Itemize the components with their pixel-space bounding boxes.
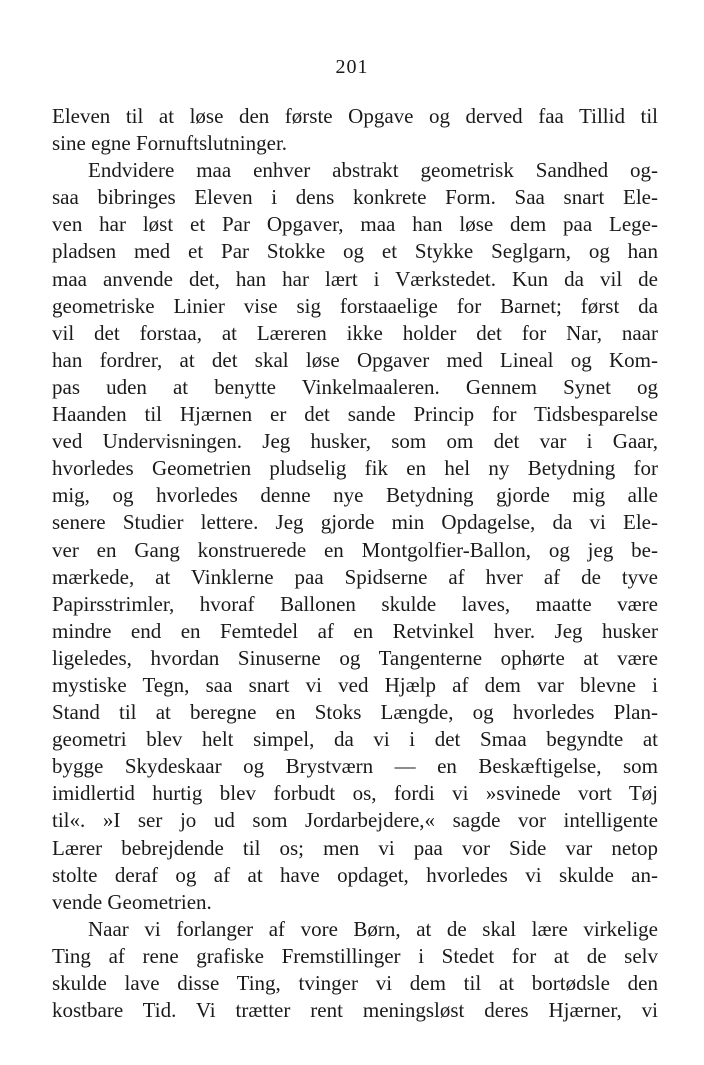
text-line: saa bibringes Eleven i dens konkrete Form. Saa snart Ele-	[52, 185, 658, 210]
text-line: pladsen med et Par Stokke og et Stykke Seglgarn, og han	[52, 239, 658, 264]
text-line: til«. »I ser jo ud som Jordarbejdere,« sagde vor intelligente	[52, 808, 658, 833]
text-line: stolte deraf og af at have opdaget, hvorledes vi skulde an-	[52, 862, 658, 887]
text-line: senere Studier lettere. Jeg gjorde min Opdagelse, da vi Ele-	[52, 510, 658, 535]
text-line: maa anvende det, han har lært i Værkstedet. Kun da vil de	[52, 266, 658, 291]
text-line: imidlertid hurtig blev forbudt os, fordi vi »svinede vort Tøj	[52, 781, 658, 806]
page-number: 201	[335, 56, 369, 78]
text-line: ligeledes, hvordan Sinuserne og Tangenterne ophørte at være	[52, 645, 658, 670]
text-line: Stand til at beregne en Stoks Længde, og hvorledes Plan-	[52, 700, 658, 725]
text-line: geometri blev helt simpel, da vi i det Smaa begyndte at	[52, 727, 658, 752]
text-line: ver en Gang konstruerede en Montgolfier-Ballon, og jeg be-	[52, 537, 658, 562]
text-line: Papirsstrimler, hvoraf Ballonen skulde laves, maatte være	[52, 591, 658, 616]
text-line: ved Undervisningen. Jeg husker, som om det var i Gaar,	[52, 429, 658, 454]
text-line: mindre end en Femtedel af en Retvinkel hver. Jeg husker	[52, 618, 658, 643]
text-line: mig, og hvorledes denne nye Betydning gjorde mig alle	[52, 483, 658, 508]
body-text	[52, 103, 658, 1024]
text-line: vil det forstaa, at Læreren ikke holder det for Nar, naar	[52, 320, 658, 345]
text-line: vende Geometrien.	[52, 889, 212, 914]
text-line: bygge Skydeskaar og Brystværn — en Beskæftigelse, som	[52, 754, 658, 779]
text-line: Naar vi forlanger af vore Børn, at de skal lære virkelige	[88, 916, 658, 941]
text-line: kostbare Tid. Vi trætter rent meningsløst deres Hjærner, vi	[52, 998, 658, 1023]
text-line: Lærer bebrejdende til os; men vi paa vor Side var netop	[52, 835, 658, 860]
text-line: Ting af rene grafiske Fremstillinger i Stedet for at de selv	[52, 943, 658, 968]
text-line: ven har løst et Par Opgaver, maa han løse dem paa Lege-	[52, 212, 658, 237]
text-line: sine egne Fornuftslutninger.	[52, 131, 288, 156]
text-line: mærkede, at Vinklerne paa Spidserne af hver af de tyve	[52, 564, 658, 589]
text-line: geometriske Linier vise sig forstaaelige for Barnet; først da	[52, 293, 658, 318]
text-line: Endvidere maa enhver abstrakt geometrisk Sandhed og-	[88, 158, 658, 183]
text-line: han fordrer, at det skal løse Opgaver med Lineal og Kom-	[52, 347, 658, 372]
text-line: mystiske Tegn, saa snart vi ved Hjælp af dem var blevne i	[52, 672, 658, 697]
text-line: Eleven til at løse den første Opgave og derved faa Tillid til	[52, 104, 658, 128]
text-line: Haanden til Hjærnen er det sande Princip for Tidsbesparelse	[52, 402, 658, 427]
text-line: skulde lave disse Ting, tvinger vi dem til at bortødsle den	[52, 971, 658, 995]
text-line: pas uden at benytte Vinkelmaaleren. Gennem Synet og	[52, 374, 658, 399]
text-line: hvorledes Geometrien pludselig fik en hel ny Betydning for	[52, 456, 658, 481]
